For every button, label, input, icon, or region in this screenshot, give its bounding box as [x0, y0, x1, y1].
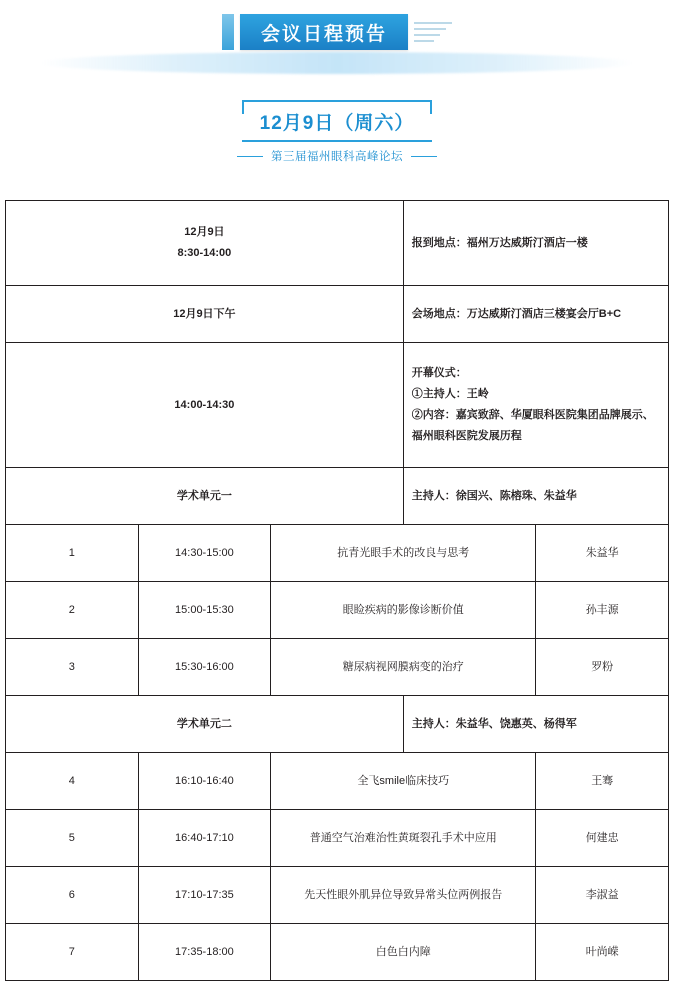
- venue-location-value: 万达威斯汀酒店三楼宴会厅B+C: [466, 307, 622, 320]
- session-time: 16:40-17:10: [138, 810, 271, 867]
- session-speaker: 孙丰源: [536, 582, 669, 639]
- opening-title: 开幕仪式：: [411, 367, 467, 380]
- registration-datetime: [6, 201, 404, 286]
- table-row: [6, 867, 669, 924]
- registration-time: 8:30-14:00: [177, 247, 232, 259]
- table-row: [6, 810, 669, 867]
- subtitle-row: [0, 148, 674, 164]
- opening-details: [403, 343, 668, 468]
- session-topic: 全飞smile临床技巧: [271, 753, 536, 810]
- table-row: [6, 753, 669, 810]
- banner-accent-bar: [222, 14, 234, 50]
- session-speaker: 李淑益: [536, 867, 669, 924]
- registration-date: 12月9日: [184, 226, 225, 239]
- registration-location-label: 报到地点：: [411, 236, 467, 249]
- session-topic: 糖尿病视网膜病变的治疗: [271, 639, 536, 696]
- opening-host: ①主持人：王岭: [411, 388, 489, 401]
- venue-location: [403, 286, 668, 343]
- session-no: 4: [6, 753, 139, 810]
- session-speaker: 罗粉: [536, 639, 669, 696]
- session-time: 16:10-16:40: [138, 753, 271, 810]
- table-row: [6, 343, 669, 468]
- date-block: [0, 100, 674, 164]
- session-time: 17:10-17:35: [138, 867, 271, 924]
- event-subtitle: 第三届福州眼科高峰论坛: [271, 151, 403, 163]
- unit-host-label-1: 主持人：: [411, 489, 456, 502]
- table-row: [6, 696, 669, 753]
- session-time: 17:35-18:00: [138, 924, 271, 981]
- table-row: [6, 582, 669, 639]
- banner-glow: [40, 52, 634, 74]
- session-time: 15:00-15:30: [138, 582, 271, 639]
- banner-dash-lines: [414, 22, 452, 44]
- unit-title-2: 学术单元二: [6, 696, 404, 753]
- registration-location-value: 福州万达威斯汀酒店一楼: [466, 236, 588, 249]
- unit-host-2: [403, 696, 668, 753]
- unit-title-1: 学术单元一: [6, 468, 404, 525]
- session-topic: 眼睑疾病的影像诊断价值: [271, 582, 536, 639]
- session-no: 6: [6, 867, 139, 924]
- session-topic: 抗青光眼手术的改良与思考: [271, 525, 536, 582]
- header-banner: [0, 0, 674, 78]
- session-topic: 普通空气治难治性黄斑裂孔手术中应用: [271, 810, 536, 867]
- table-row: [6, 924, 669, 981]
- session-speaker: 朱益华: [536, 525, 669, 582]
- session-topic: 白色白内障: [271, 924, 536, 981]
- table-row: [6, 286, 669, 343]
- venue-daypart: 12月9日下午: [6, 286, 404, 343]
- session-speaker: 叶尚嵘: [536, 924, 669, 981]
- session-no: 3: [6, 639, 139, 696]
- date-label: 12月9日（周六）: [242, 100, 433, 142]
- opening-time: 14:00-14:30: [6, 343, 404, 468]
- venue-location-label: 会场地点：: [411, 307, 467, 320]
- table-row: [6, 639, 669, 696]
- session-speaker: 何建忠: [536, 810, 669, 867]
- session-no: 7: [6, 924, 139, 981]
- subtitle-line-left: [237, 156, 263, 157]
- session-no: 5: [6, 810, 139, 867]
- table-row: [6, 525, 669, 582]
- table-row: [6, 468, 669, 525]
- unit-host-label-2: 主持人：: [411, 717, 456, 730]
- session-time: 15:30-16:00: [138, 639, 271, 696]
- table-row: [6, 201, 669, 286]
- schedule-table: [5, 200, 669, 981]
- session-topic: 先天性眼外肌异位导致异常头位两例报告: [271, 867, 536, 924]
- registration-location: [403, 201, 668, 286]
- session-speaker: 王骞: [536, 753, 669, 810]
- session-no: 2: [6, 582, 139, 639]
- unit-host-value-2: 朱益华、饶惠英、杨得军: [455, 717, 577, 730]
- subtitle-line-right: [411, 156, 437, 157]
- opening-content: ②内容：嘉宾致辞、华厦眼科医院集团品牌展示、福州眼科医院发展历程: [411, 409, 654, 442]
- unit-host-value-1: 徐国兴、陈榕珠、朱益华: [455, 489, 577, 502]
- unit-host-1: [403, 468, 668, 525]
- session-no: 1: [6, 525, 139, 582]
- session-time: 14:30-15:00: [138, 525, 271, 582]
- banner-title: 会议日程预告: [240, 14, 408, 50]
